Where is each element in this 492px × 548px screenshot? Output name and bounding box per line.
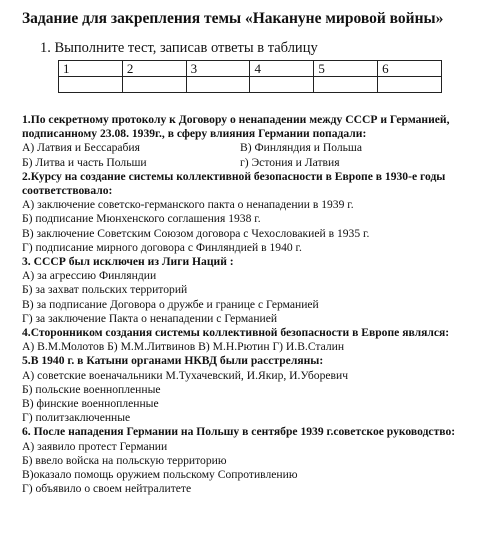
question-5-option-g[interactable]: Г) политзаключенные (22, 411, 131, 425)
question-1-option-a[interactable]: А) Латвия и Бессарабия (22, 141, 140, 155)
question-1-option-g[interactable]: г) Эстония и Латвия (240, 155, 340, 169)
answer-cell-6[interactable] (378, 77, 442, 93)
question-6-option-a[interactable]: А) заявило протест Германии (22, 439, 168, 453)
answer-table-answer-row (59, 77, 442, 93)
task-instruction: 1. Выполните тест, записав ответы в таблицу (40, 40, 318, 56)
question-6-option-g[interactable]: Г) объявило о своем нейтралитете (22, 482, 192, 496)
test-questions (22, 113, 488, 496)
answer-cell-number-6: 6 (378, 61, 442, 77)
question-2-option-b[interactable]: Б) подписание Мюнхенского соглашения 1938 г. (22, 212, 261, 226)
answer-cell-number-5: 5 (314, 61, 378, 77)
question-1-option-b[interactable]: Б) Литва и часть Польши (22, 155, 147, 169)
question-1-text: 1.По секретному протоколу к Договору о ненападении между СССР и Германией, (22, 113, 450, 126)
question-3-option-a[interactable]: А) за агрессию Финляндии (22, 269, 157, 283)
answer-cell-2[interactable] (122, 77, 186, 93)
question-5-text: 5.В 1940 г. в Катыни органами НКВД были расстреляны: (22, 354, 324, 368)
question-5-option-v[interactable]: В) финские военнопленные (22, 397, 159, 411)
answer-table-header-row (59, 61, 442, 77)
question-6-option-v[interactable]: В)оказало помощь оружием польскому Сопротивлению (22, 468, 298, 482)
question-6-text: 6. После нападения Германии на Польшу в сентябре 1939 г.советское руководство: (22, 425, 456, 439)
question-3-option-v[interactable]: В) за подписание Договора о дружбе и границе с Германией (22, 297, 319, 311)
question-6-option-b[interactable]: Б) ввело войска на польскую территорию (22, 453, 227, 467)
question-2-option-a[interactable]: А) заключение советско-германского пакта о ненападении в 1939 г. (22, 198, 354, 212)
answer-table (58, 60, 442, 93)
question-2-text-cont: соответствовало: (22, 184, 113, 198)
question-2-option-v[interactable]: В) заключение Советским Союзом договора с Чехословакией в 1935 г. (22, 226, 370, 240)
question-4-text: 4.Сторонником создания системы коллективной безопасности в Европе являлся: (22, 326, 450, 340)
answer-cell-number-3: 3 (186, 61, 250, 77)
answer-cell-4[interactable] (250, 77, 314, 93)
question-5-option-a[interactable]: А) советские военачальники М.Тухачевский, И.Якир, И.Уборевич (22, 368, 349, 382)
question-4-options[interactable]: А) В.М.Молотов Б) М.М.Литвинов В) М.Н.Рютин Г) И.В.Сталин (22, 340, 345, 354)
page-title: Задание для закрепления темы «Накануне мировой войны» (22, 10, 444, 27)
question-3-option-g[interactable]: Г) за заключение Пакта о ненападении с Германией (22, 311, 278, 325)
question-3-text: 3. СССР был исключен из Лиги Наций : (22, 255, 234, 269)
question-3-option-b[interactable]: Б) за захват польских территорий (22, 283, 188, 297)
question-1-options-row-2 (22, 156, 488, 170)
answer-cell-number-1: 1 (59, 61, 123, 77)
answer-cell-3[interactable] (186, 77, 250, 93)
answer-cell-5[interactable] (314, 77, 378, 93)
question-2-text: 2.Курсу на создание системы коллективной безопасности в Европе в 1930-е годы (22, 169, 446, 183)
question-5-option-b[interactable]: Б) польские военнопленные (22, 382, 161, 396)
question-1-options-row-1 (22, 141, 488, 155)
answer-cell-number-4: 4 (250, 61, 314, 77)
question-2-option-g[interactable]: Г) подписание мирного договора с Финляндией в 1940 г. (22, 240, 302, 254)
answer-cell-number-2: 2 (122, 61, 186, 77)
answer-cell-1[interactable] (59, 77, 123, 93)
question-1-option-v[interactable]: В) Финляндия и Польша (240, 141, 362, 155)
question-1-text-cont: подписанному 23.08. 1939г., в сферу влияния Германии попадали: (22, 127, 367, 141)
